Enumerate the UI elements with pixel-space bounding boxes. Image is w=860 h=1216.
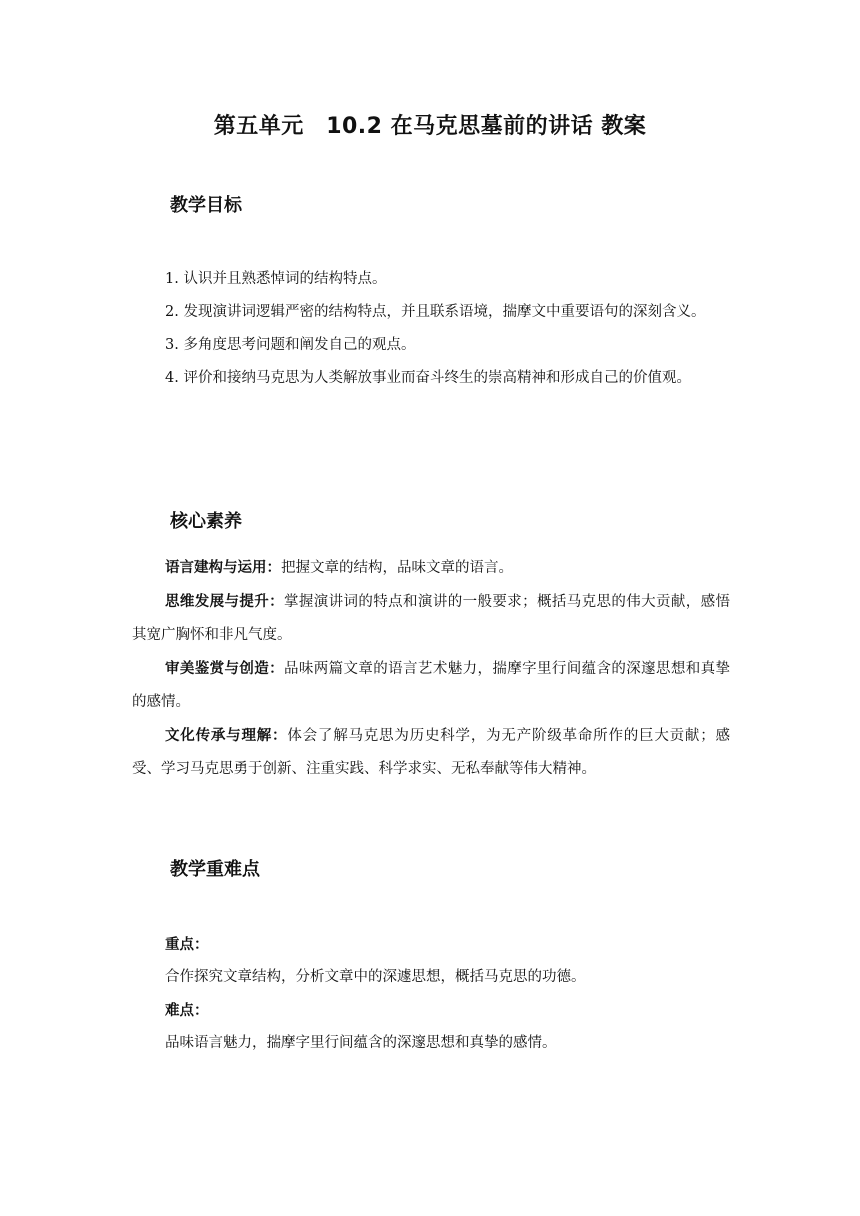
literacy-item-text: 品味两篇文章的语言艺术魅力，揣摩字里行间蕴含的深邃思想和真挚的感情。 xyxy=(132,661,731,710)
literacy-list xyxy=(132,551,730,786)
objective-item: 1. 认识并且熟悉悼词的结构特点。 xyxy=(165,271,387,287)
literacy-item-label: 思维发展与提升： xyxy=(165,593,285,610)
literacy-item-label: 文化传承与理解： xyxy=(165,727,288,744)
literacy-item xyxy=(132,551,730,585)
objectives-list xyxy=(132,263,730,395)
literacy-item xyxy=(132,585,730,652)
literacy-heading: 核心素养 xyxy=(170,511,242,532)
difficulty-label: 难点： xyxy=(165,1002,209,1019)
objective-item: 3. 多角度思考问题和阐发自己的观点。 xyxy=(165,337,416,353)
literacy-item-text: 把握文章的结构，品味文章的语言。 xyxy=(281,560,513,576)
literacy-item xyxy=(132,719,730,786)
literacy-item-label: 审美鉴赏与创造： xyxy=(165,660,285,677)
objective-item: 4. 评价和接纳马克思为人类解放事业而奋斗终生的崇高精神和形成自己的价值观。 xyxy=(165,370,691,386)
literacy-item xyxy=(132,652,730,719)
objectives-heading: 教学目标 xyxy=(170,195,242,216)
focus-label: 重点： xyxy=(165,936,209,953)
document-title: 第五单元 10.2 在马克思墓前的讲话 教案 xyxy=(213,114,647,139)
keypoints-heading: 教学重难点 xyxy=(170,859,260,880)
literacy-item-label: 语言建构与运用： xyxy=(165,559,281,576)
focus-text: 合作探究文章结构，分析文章中的深遽思想，概括马克思的功德。 xyxy=(165,969,586,985)
difficulty-text: 品味语言魅力，揣摩字里行间蕴含的深邃思想和真挚的感情。 xyxy=(165,1035,557,1051)
literacy-item-text: 体会了解马克思为历史科学，为无产阶级革命所作的巨大贡献；感受、学习马克思勇于创新、注重实践、科学求实、无私奉献等伟大精神。 xyxy=(132,728,731,777)
literacy-item-text: 掌握演讲词的特点和演讲的一般要求；概括马克思的伟大贡献，感悟其宽广胸怀和非凡气度。 xyxy=(132,594,731,643)
keypoints-list xyxy=(132,928,730,1060)
objective-item: 2. 发现演讲词逻辑严密的结构特点，并且联系语境，揣摩文中重要语句的深刻含义。 xyxy=(165,304,706,320)
